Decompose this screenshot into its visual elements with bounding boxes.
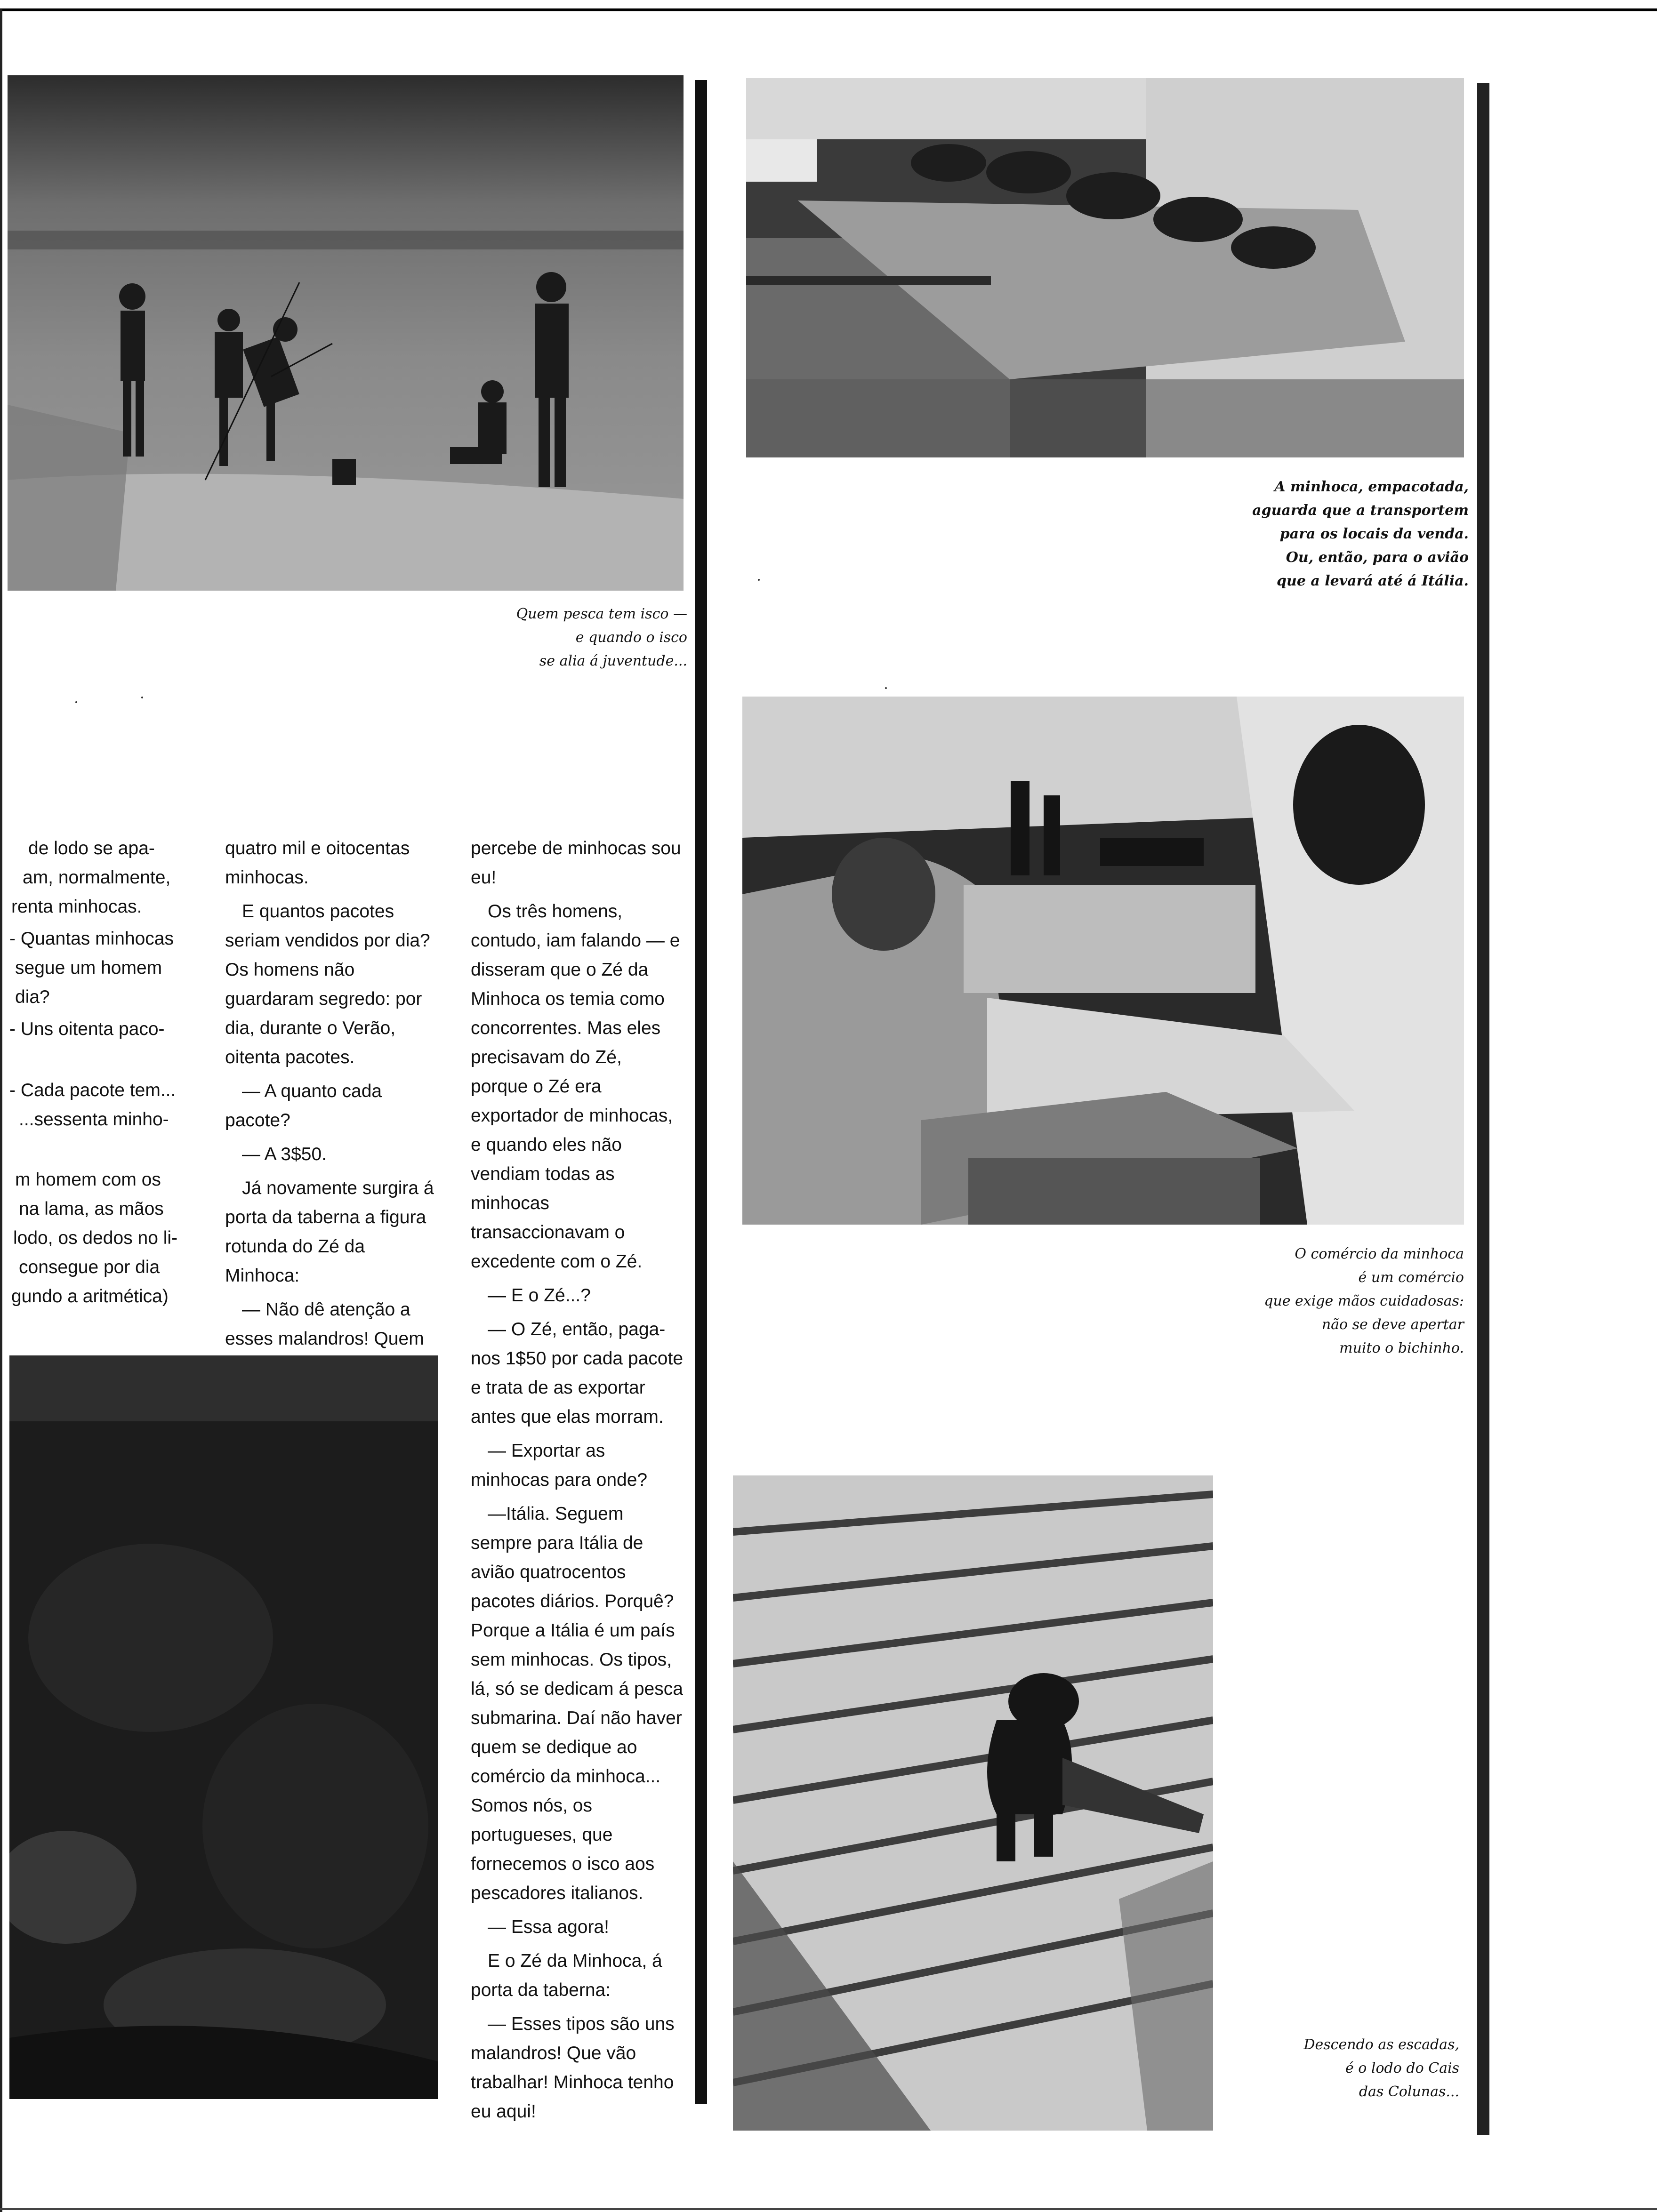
scan-speck <box>141 697 143 698</box>
paragraph: Os três homens, contudo, iam falando — e disseram que o Zé da Minhoca os temia como concorrentes. Mas eles precisavam do Zé, porque o Zé era exportador de minhocas, e quando eles não vendiam todas as minhocas transaccionavam o excedente com o Zé. <box>471 901 680 1272</box>
text-line: gundo a aritmética) <box>11 1286 169 1306</box>
paragraph: — Esses tipos são uns malandros! Que vão trabalhar! Minhoca tenho eu aqui! <box>471 2014 675 2122</box>
photo-dark-riverbank <box>9 1355 438 2099</box>
caption-line: que exige mãos cuidadosas: <box>1264 1293 1464 1309</box>
caption-line: para os locais da venda. <box>1279 526 1469 542</box>
caption-line: é um comércio <box>1358 1269 1464 1286</box>
caption-line: A minhoca, empacotada, <box>1274 479 1469 495</box>
caption-line: é o lodo do Cais <box>1345 2060 1459 2076</box>
top-border-rule <box>0 8 1657 11</box>
text-line: de lodo se apa- <box>28 838 155 858</box>
caption-line: das Colunas... <box>1359 2084 1459 2100</box>
caption-line: O comércio da minhoca <box>1295 1246 1464 1262</box>
text-line: na lama, as mãos <box>19 1199 164 1219</box>
scan-speck <box>758 579 760 581</box>
text-line: am, normalmente, <box>23 867 171 888</box>
bottom-border-rule <box>0 2208 1657 2210</box>
text-line: ...sessenta minho- <box>19 1109 169 1130</box>
text-line: renta minhocas. <box>11 897 142 917</box>
caption-line: muito o bichinho. <box>1339 1340 1464 1356</box>
paragraph: — A 3$50. <box>242 1144 327 1164</box>
text-line: m homem com os <box>15 1170 161 1190</box>
text-column-1 <box>9 834 212 1311</box>
paragraph: — Não dê atenção a esses malandros! Quem <box>225 1299 424 1349</box>
caption-packaged-worms <box>1120 475 1469 593</box>
text-line: dia? <box>15 987 50 1007</box>
paragraph: E o Zé da Minhoca, á porta da taberna: <box>471 1951 662 2000</box>
paragraph: — Exportar as minhocas para onde? <box>471 1441 648 1490</box>
photo-worm-trade-hands <box>742 697 1464 1225</box>
text-line: segue um homem <box>15 958 162 978</box>
caption-line: Ou, então, para o avião <box>1286 549 1469 566</box>
caption-line: Quem pesca tem isco — <box>516 606 687 622</box>
text-line: consegue por dia <box>19 1257 160 1277</box>
text-line: - Cada pacote tem... <box>9 1080 176 1100</box>
text-line: - Uns oitenta paco- <box>9 1019 165 1039</box>
caption-line: não se deve apertar <box>1321 1316 1464 1333</box>
caption-children-fishing <box>424 602 687 673</box>
text-line: - Quantas minhocas <box>9 929 174 949</box>
left-edge-rule <box>0 9 2 2212</box>
right-column-rule <box>1477 83 1489 2135</box>
paragraph: E quantos pacotes seriam vendidos por dia? Os homens não guardaram segredo: por dia, durante o Verão, oitenta pacotes. <box>225 901 430 1067</box>
text-column-3 <box>471 834 684 2131</box>
caption-line: aguarda que a transportem <box>1252 502 1469 519</box>
scan-speck <box>75 701 77 703</box>
photo-man-on-steps <box>733 1475 1213 2131</box>
caption-line: e quando o isco <box>575 629 687 646</box>
caption-worm-trade <box>1153 1242 1464 1360</box>
paragraph: — E o Zé...? <box>488 1285 591 1306</box>
paragraph: —Itália. Seguem sempre para Itália de avião quatrocentos pacotes diários. Porquê? Porque a Itália é um país sem minhocas. Os tipos, lá, só se dedicam á pesca submarina. Daí não haver quem se dedique ao comércio da minhoca... Somos nós, os portugueses, que fornecemos o isco aos pescadores italianos. <box>471 1504 683 1903</box>
paragraph: — O Zé, então, paga-nos 1$50 por cada pacote e trata de as exportar antes que elas morram. <box>471 1319 684 1427</box>
paragraph: — Essa agora! <box>488 1917 609 1937</box>
text-line: lodo, os dedos no li- <box>13 1228 178 1248</box>
scan-speck <box>885 687 887 689</box>
caption-line: Descendo as escadas, <box>1303 2036 1459 2053</box>
photo-packaged-worms <box>746 78 1464 457</box>
photo-children-fishing <box>8 75 684 591</box>
caption-line: se alia á juventude... <box>539 653 687 669</box>
paragraph: Já novamente surgira á porta da taberna a figura rotunda do Zé da Minhoca: <box>225 1178 434 1286</box>
center-column-rule <box>695 80 707 2104</box>
paragraph: quatro mil e oitocentas minhocas. <box>225 838 410 888</box>
paragraph: — A quanto cada pacote? <box>225 1081 382 1130</box>
paragraph: percebe de minhocas sou eu! <box>471 838 681 888</box>
text-column-2 <box>225 834 442 1358</box>
caption-steps <box>1205 2033 1459 2104</box>
caption-line: que a levará até á Itália. <box>1277 573 1469 589</box>
